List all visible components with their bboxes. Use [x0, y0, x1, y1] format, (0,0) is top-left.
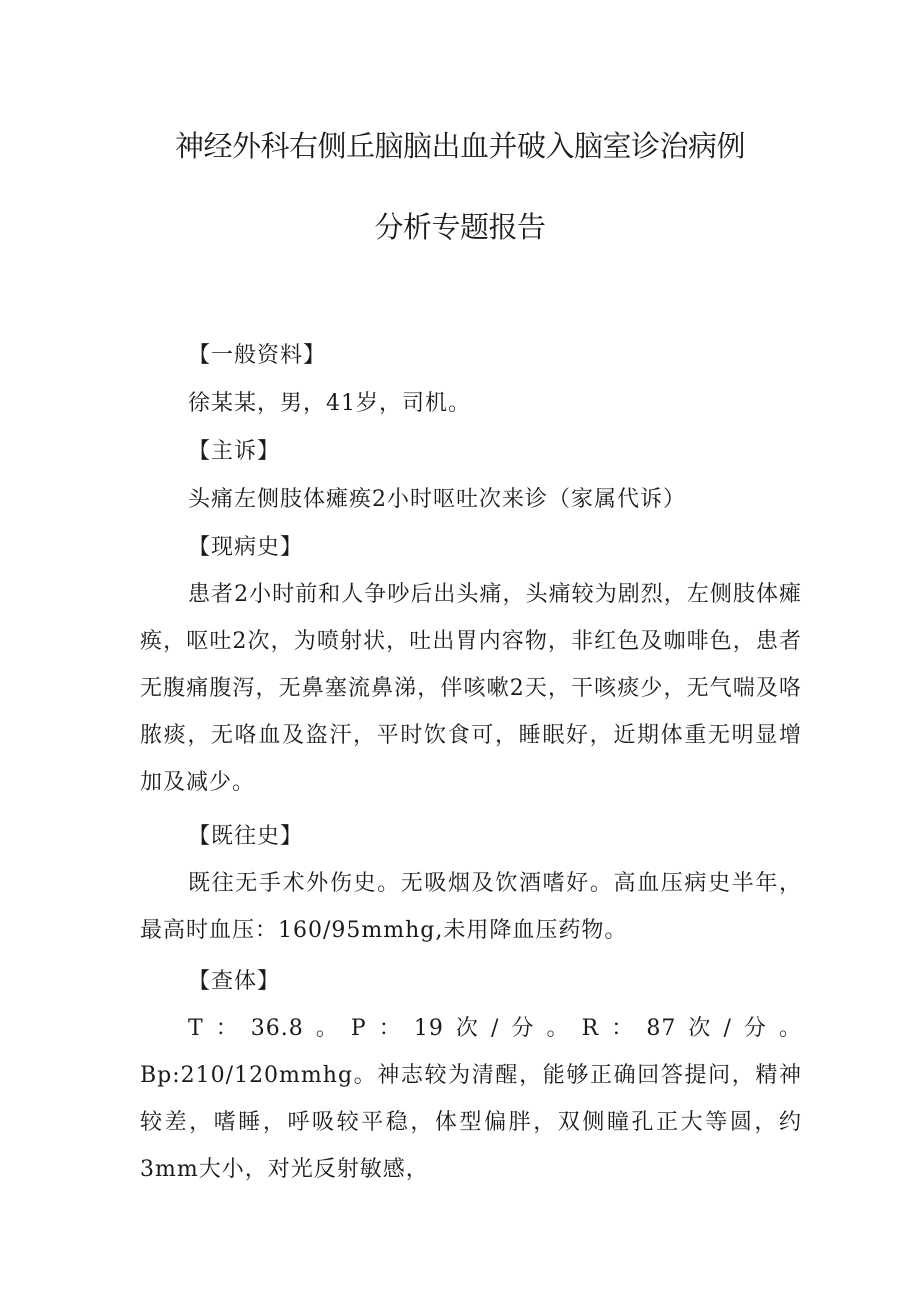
- chief-complaint-heading: 【主诉】: [188, 439, 281, 464]
- present-history-text: 患者2小时前和人争吵后出头痛，头痛较为剧烈，左侧肢体瘫痪，呕吐2次，为喷射状，吐出胃内容物，非红色及咖啡色，患者无腹痛腹泻，无鼻塞流鼻涕，伴咳嗽2天，干咳痰少，无气喘及咯脓痰，无咯血及盗汗，平时饮食可，睡眠好，近期体重无明显增加及减少。: [140, 582, 802, 795]
- document-title-line1: 神经外科右侧丘脑脑出血并破入脑室诊治病例: [174, 129, 745, 163]
- past-history-text: 既往无手术外伤史。无吸烟及饮酒嗜好。高血压病史半年，最高时血压：160/95mmhg,未用降血压药物。: [140, 871, 802, 943]
- general-info-text: 徐某某，男，41岁，司机。: [188, 391, 471, 416]
- physical-exam-text: T：36.8。P：19次/分。R：87次/分。Bp:210/120mmhg。神志较为清醒，能够正确回答提问，精神较差，嗜睡，呼吸较平稳，体型偏胖，双侧瞳孔正大等圆，约3mm大小，对光反射敏感，: [140, 1016, 802, 1182]
- chief-complaint-text: 头痛左侧肢体瘫痪2小时呕吐次来诊（家属代诉）: [188, 487, 686, 512]
- past-history-heading: 【既往史】: [188, 824, 304, 849]
- present-history-heading: 【现病史】: [188, 535, 304, 560]
- document-title-line2: 分析专题报告: [374, 210, 546, 244]
- general-info-heading: 【一般资料】: [188, 343, 327, 368]
- physical-exam-heading: 【查体】: [188, 969, 281, 994]
